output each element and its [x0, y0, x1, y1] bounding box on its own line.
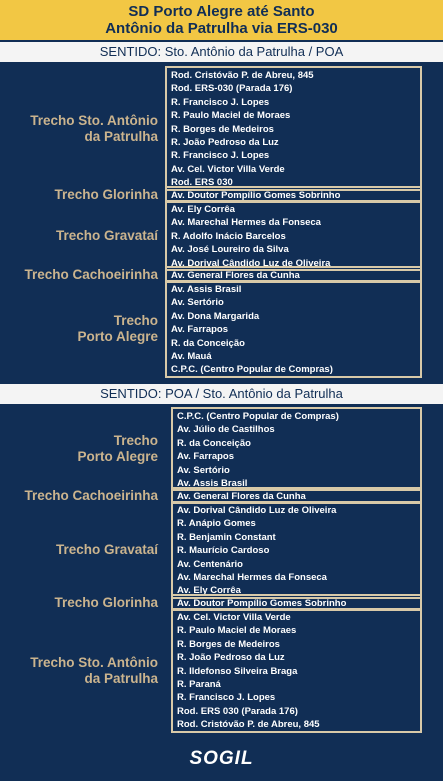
street-item: Av. Mauá: [171, 351, 212, 363]
segment-label: [0, 187, 158, 203]
segment-label-line: Trecho Sto. Antônio: [30, 655, 158, 670]
street-list: [165, 200, 422, 271]
segment-label-line: Porto Alegre: [77, 329, 158, 344]
street-item: Av. Marechal Hermes da Fonseca: [177, 572, 327, 584]
street-item: Av. Dona Margarida: [171, 310, 260, 322]
segment-label-line: Trecho: [113, 433, 158, 448]
segment-label: [0, 228, 158, 244]
direction-heading: SENTIDO: Sto. Antônio da Patrulha / POA: [0, 42, 443, 62]
street-item: R. Paulo Maciel de Moraes: [177, 625, 297, 637]
sogil-logo: SOGIL: [189, 748, 254, 769]
street-item: Rod. ERS 030: [171, 177, 233, 189]
street-item: Rod. Cristóvão P. de Abreu, 845: [177, 719, 320, 731]
street-list: [171, 501, 422, 599]
street-item: R. Maurício Cardoso: [177, 545, 270, 557]
segment-label: [0, 488, 158, 504]
street-item: R. Borges de Medeiros: [177, 638, 280, 650]
segment-label: [0, 313, 158, 345]
segment-label: [0, 267, 158, 283]
street-item: Av. Ely Corrêa: [177, 585, 241, 597]
street-item: Av. Farrapos: [171, 324, 229, 336]
street-item: Rod. Cristóvão P. de Abreu, 845: [171, 70, 314, 81]
street-item: C.P.C. (Centro Popular de Compras): [177, 411, 339, 422]
street-item: Rod. ERS 030 (Parada 176): [177, 705, 298, 717]
street-item: R. Paraná: [177, 679, 221, 691]
street-item: Av. General Flores da Cunha: [171, 270, 300, 281]
street-item: Av. José Loureiro da Silva: [171, 244, 289, 256]
street-item: R. Anápio Gomes: [177, 518, 256, 530]
segment-label-line: Porto Alegre: [77, 449, 158, 464]
street-item: Av. Assis Brasil: [177, 478, 248, 490]
segment-label-line: da Patrulha: [84, 129, 158, 144]
street-item: Av. Cel. Victor Villa Verde: [177, 612, 291, 623]
street-item: R. João Pedroso da Luz: [171, 137, 279, 149]
segment-label: [0, 433, 158, 465]
street-item: R. Benjamin Constant: [177, 531, 276, 543]
street-item: Av. Sertório: [177, 464, 230, 476]
title-line-2: Antônio da Patrulha via ERS-030: [105, 20, 338, 37]
street-item: R. Francisco J. Lopes: [171, 96, 270, 108]
street-item: Av. Farrapos: [177, 451, 235, 463]
street-list: [165, 280, 422, 378]
street-item: Av. Centenário: [177, 558, 243, 570]
street-item: R. Francisco J. Lopes: [177, 692, 276, 704]
segment-label-line: Trecho Glorinha: [54, 187, 158, 202]
street-item: Av. General Flores da Cunha: [177, 491, 306, 502]
street-item: Av. Júlio de Castilhos: [177, 424, 275, 436]
segment-label-line: Trecho Sto. Antônio: [30, 113, 158, 128]
street-item: R. da Conceição: [177, 437, 251, 449]
street-list: [171, 608, 422, 733]
street-list: [165, 66, 422, 191]
segment-label: [0, 655, 158, 687]
street-item: Rod. ERS-030 (Parada 176): [171, 83, 293, 95]
street-item: R. da Conceição: [171, 337, 245, 349]
street-item: R. Adolfo Inácio Barcelos: [171, 230, 286, 242]
street-item: C.P.C. (Centro Popular de Compras): [171, 364, 333, 376]
title-line-1: SD Porto Alegre até Santo: [128, 3, 315, 20]
segment-label-line: Trecho Cachoeirinha: [24, 267, 158, 282]
street-item: R. Francisco J. Lopes: [171, 150, 270, 162]
segment-label-line: Trecho Gravataí: [55, 228, 158, 243]
segment-label-line: Trecho: [113, 313, 158, 328]
street-item: Av. Doutor Pompílio Gomes Sobrinho: [171, 190, 341, 201]
street-item: Av. Assis Brasil: [171, 284, 242, 295]
street-item: R. Paulo Maciel de Moraes: [171, 110, 291, 122]
street-item: Av. Sertório: [171, 297, 224, 309]
segment-label: [0, 542, 158, 558]
street-item: Av. Cel. Victor Villa Verde: [171, 163, 285, 175]
street-list: [171, 407, 422, 491]
page-title: [0, 0, 443, 40]
segment-label-line: Trecho Gravataí: [55, 542, 158, 557]
street-item: Av. Dorival Cândido Luz de Oliveira: [177, 505, 337, 516]
street-item: R. João Pedroso da Luz: [177, 652, 285, 664]
segment-label-line: Trecho Glorinha: [54, 595, 158, 610]
segment-label-line: da Patrulha: [84, 671, 158, 686]
direction-heading: SENTIDO: POA / Sto. Antônio da Patrulha: [0, 384, 443, 404]
street-item: R. Borges de Medeiros: [171, 123, 274, 135]
segment-label: [0, 113, 158, 145]
segment-label: [0, 595, 158, 611]
segment-label-line: Trecho Cachoeirinha: [24, 488, 158, 503]
street-item: R. Ildefonso Silveira Braga: [177, 665, 298, 677]
street-item: Av. Ely Corrêa: [171, 204, 235, 215]
street-item: Av. Doutor Pompílio Gomes Sobrinho: [177, 598, 347, 609]
street-item: Av. Dorival Cândido Luz de Oliveira: [171, 257, 331, 269]
street-item: Av. Marechal Hermes da Fonseca: [171, 217, 321, 229]
